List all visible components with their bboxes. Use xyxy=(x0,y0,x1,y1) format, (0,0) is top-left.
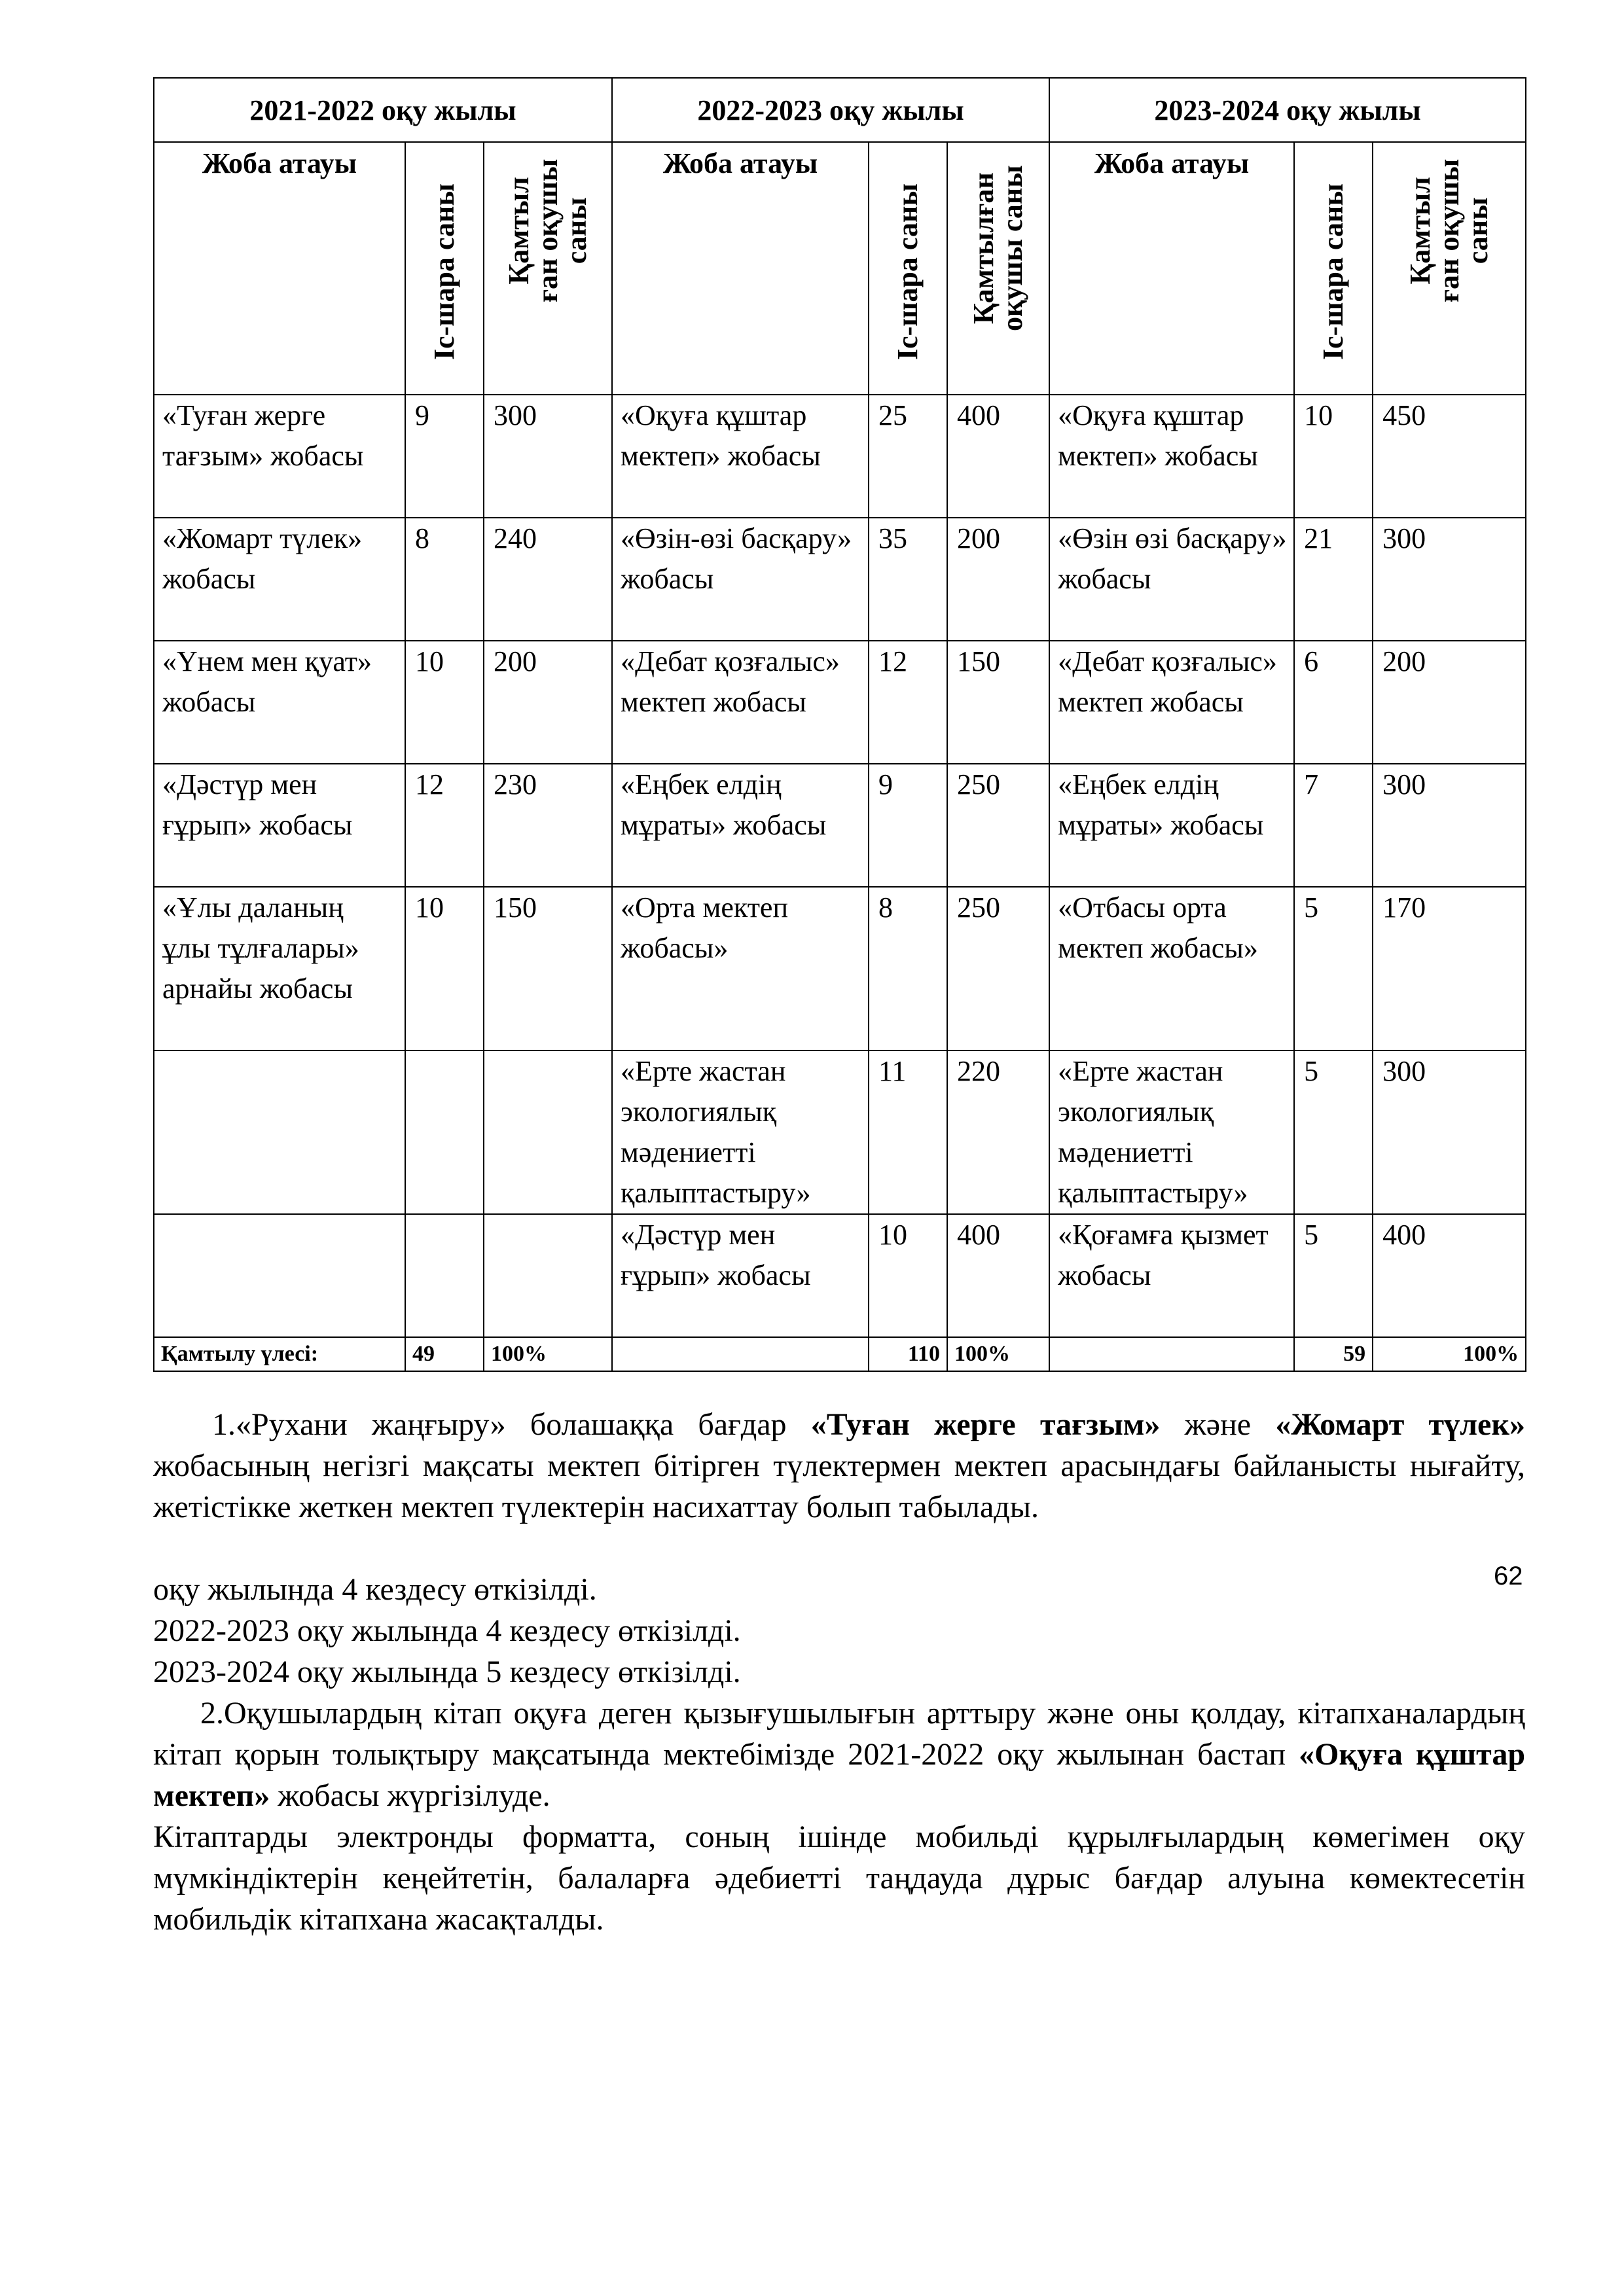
table-row xyxy=(154,764,1526,887)
total-empty-2023 xyxy=(1049,1337,1294,1371)
column-header-row xyxy=(154,142,1526,395)
project-name: «Үнем мен қуат» жобасы xyxy=(154,641,405,764)
events-count: 10 xyxy=(405,641,484,764)
table-row xyxy=(154,1050,1526,1214)
events-count: 9 xyxy=(869,764,947,887)
events-count xyxy=(405,1050,484,1214)
events-count: 21 xyxy=(1294,518,1373,641)
events-header-2-text: Іс-шара саны xyxy=(892,183,924,360)
total-row xyxy=(154,1337,1526,1371)
year-header-row xyxy=(154,78,1526,142)
project-name: «Дебат қозғалыс» мектеп жобасы xyxy=(612,641,869,764)
events-count: 35 xyxy=(869,518,947,641)
covered-count: 300 xyxy=(1373,1050,1526,1214)
events-header-3 xyxy=(1294,142,1373,395)
paragraph-1 xyxy=(153,1404,1525,1528)
project-name: «Дебат қозғалыс» мектеп жобасы xyxy=(1049,641,1294,764)
project-name: «Дәстүр мен ғұрып» жобасы xyxy=(154,764,405,887)
covered-count: 150 xyxy=(484,887,612,1050)
covered-header-3 xyxy=(1373,142,1526,395)
name-header-2: Жоба атауы xyxy=(612,142,869,395)
events-header-3-text: Іс-шара саны xyxy=(1317,183,1350,360)
events-count: 10 xyxy=(1294,395,1373,518)
events-header-2 xyxy=(869,142,947,395)
covered-count: 200 xyxy=(484,641,612,764)
project-name: «Ұлы даланың ұлы тұлғалары» арнайы жобасы xyxy=(154,887,405,1050)
covered-header-2 xyxy=(947,142,1049,395)
project-name: «Ерте жастан экологиялық мәдениетті қалыптастыру» xyxy=(612,1050,869,1214)
covered-count: 250 xyxy=(947,764,1049,887)
year-header-1: 2021-2022 оқу жылы xyxy=(154,78,612,142)
covered-header-1-text: Қамтыл ған оқушы саны xyxy=(503,158,593,302)
meetings-line-3: 2023-2024 оқу жылында 5 кездесу өткізілді. xyxy=(153,1655,741,1689)
name-header-3: Жоба атауы xyxy=(1049,142,1294,395)
project-name: «Оқуға құштар мектеп» жобасы xyxy=(1049,395,1294,518)
project-name: «Оқуға құштар мектеп» жобасы xyxy=(612,395,869,518)
project-name: «Өзін-өзі басқару» жобасы xyxy=(612,518,869,641)
paragraph-1-project-a: «Туған жерге тағзым» xyxy=(810,1407,1161,1442)
project-name: «Отбасы орта мектеп жобасы» xyxy=(1049,887,1294,1050)
meetings-line-1: оқу жылында 4 кездесу өткізілді. xyxy=(153,1572,597,1607)
covered-count: 170 xyxy=(1373,887,1526,1050)
table-row xyxy=(154,1214,1526,1337)
total-label: Қамтылу үлесі: xyxy=(154,1337,405,1371)
events-count: 10 xyxy=(869,1214,947,1337)
events-count: 8 xyxy=(405,518,484,641)
events-header-1 xyxy=(405,142,484,395)
total-events-2022: 110 xyxy=(869,1337,947,1371)
events-count: 7 xyxy=(1294,764,1373,887)
project-name xyxy=(154,1050,405,1214)
project-name: «Ерте жастан экологиялық мәдениетті қалыптастыру» xyxy=(1049,1050,1294,1214)
total-pct-2022: 100% xyxy=(947,1337,1049,1371)
covered-count: 450 xyxy=(1373,395,1526,518)
project-name: «Жомарт түлек» жобасы xyxy=(154,518,405,641)
paragraph-1-body: жобасының негізгі мақсаты мектеп бітірген түлектермен мектеп арасындағы байланысты нығайту, жетістікке жеткен мектеп түлектерін насихаттау болып табылады. xyxy=(153,1448,1525,1524)
covered-count xyxy=(484,1050,612,1214)
covered-count: 200 xyxy=(947,518,1049,641)
covered-count: 300 xyxy=(1373,518,1526,641)
paragraph-2 xyxy=(153,1693,1525,1816)
table-row xyxy=(154,887,1526,1050)
year-header-3: 2023-2024 оқу жылы xyxy=(1049,78,1526,142)
year-header-2: 2022-2023 оқу жылы xyxy=(612,78,1049,142)
covered-count: 400 xyxy=(947,395,1049,518)
events-count: 6 xyxy=(1294,641,1373,764)
covered-count: 300 xyxy=(1373,764,1526,887)
project-name: «Орта мектеп жобасы» xyxy=(612,887,869,1050)
events-count: 12 xyxy=(869,641,947,764)
project-name: «Өзін өзі басқару» жобасы xyxy=(1049,518,1294,641)
events-count: 9 xyxy=(405,395,484,518)
events-count: 5 xyxy=(1294,1050,1373,1214)
name-header-1: Жоба атауы xyxy=(154,142,405,395)
paragraph-1-project-b: «Жомарт түлек» xyxy=(1275,1407,1525,1442)
covered-count: 250 xyxy=(947,887,1049,1050)
table-row xyxy=(154,395,1526,518)
covered-count: 300 xyxy=(484,395,612,518)
paragraph-3: Кітаптарды электронды форматта, соның ішінде мобильді құрылғылардың көмегімен оқу мүмкіндіктерін кеңейтетін, балаларға әдебиетті таңдауда дұрыс бағдар алуына көмектесетін мобильдік кітапхана жасақталды. xyxy=(153,1820,1525,1937)
paragraph-1-intro: 1.«Рухани жаңғыру» болашаққа бағдар xyxy=(212,1407,811,1442)
events-count: 25 xyxy=(869,395,947,518)
covered-header-3-text: Қамтыл ған оқушы саны xyxy=(1404,158,1494,302)
covered-header-2-text: Қамтылған оқушы саны xyxy=(967,165,1029,331)
events-count: 11 xyxy=(869,1050,947,1214)
project-name: «Еңбек елдің мұраты» жобасы xyxy=(1049,764,1294,887)
covered-header-1 xyxy=(484,142,612,395)
paragraph-1-and: және xyxy=(1160,1407,1276,1442)
covered-count: 400 xyxy=(1373,1214,1526,1337)
events-count: 12 xyxy=(405,764,484,887)
covered-count: 220 xyxy=(947,1050,1049,1214)
project-name: «Туған жерге тағзым» жобасы xyxy=(154,395,405,518)
project-name: «Еңбек елдің мұраты» жобасы xyxy=(612,764,869,887)
events-count: 5 xyxy=(1294,887,1373,1050)
covered-count: 400 xyxy=(947,1214,1049,1337)
total-events-2021: 49 xyxy=(405,1337,484,1371)
paragraph-2-end: жобасы жүргізілуде. xyxy=(270,1778,550,1813)
covered-count: 230 xyxy=(484,764,612,887)
table-row xyxy=(154,518,1526,641)
total-pct-2023: 100% xyxy=(1373,1337,1526,1371)
events-count: 5 xyxy=(1294,1214,1373,1337)
total-pct-2021: 100% xyxy=(484,1337,612,1371)
events-count xyxy=(405,1214,484,1337)
total-empty-2022 xyxy=(612,1337,869,1371)
project-name: «Дәстүр мен ғұрып» жобасы xyxy=(612,1214,869,1337)
paragraph-2-project: «Оқуға құштар мектеп» xyxy=(153,1737,1526,1813)
events-header-1-text: Іс-шара саны xyxy=(428,183,460,360)
events-count: 8 xyxy=(869,887,947,1050)
covered-count xyxy=(484,1214,612,1337)
covered-count: 150 xyxy=(947,641,1049,764)
page-number: 62 xyxy=(1494,1562,1523,1590)
total-events-2023: 59 xyxy=(1294,1337,1373,1371)
table-row xyxy=(154,641,1526,764)
covered-count: 200 xyxy=(1373,641,1526,764)
project-name: «Қоғамға қызмет жобасы xyxy=(1049,1214,1294,1337)
paragraph-2-intro: 2.Оқушылардың кітап оқуға деген қызығушылығын арттыру және оны қолдау, кітапханалардың кітап қорын толықтыру мақсатында мектебімізде 2021-2022 оқу жылынан бастап xyxy=(153,1696,1525,1772)
meetings-line-2: 2022-2023 оқу жылында 4 кездесу өткізілді. xyxy=(153,1613,741,1648)
covered-count: 240 xyxy=(484,518,612,641)
events-count: 10 xyxy=(405,887,484,1050)
projects-table xyxy=(153,77,1526,1372)
project-name xyxy=(154,1214,405,1337)
